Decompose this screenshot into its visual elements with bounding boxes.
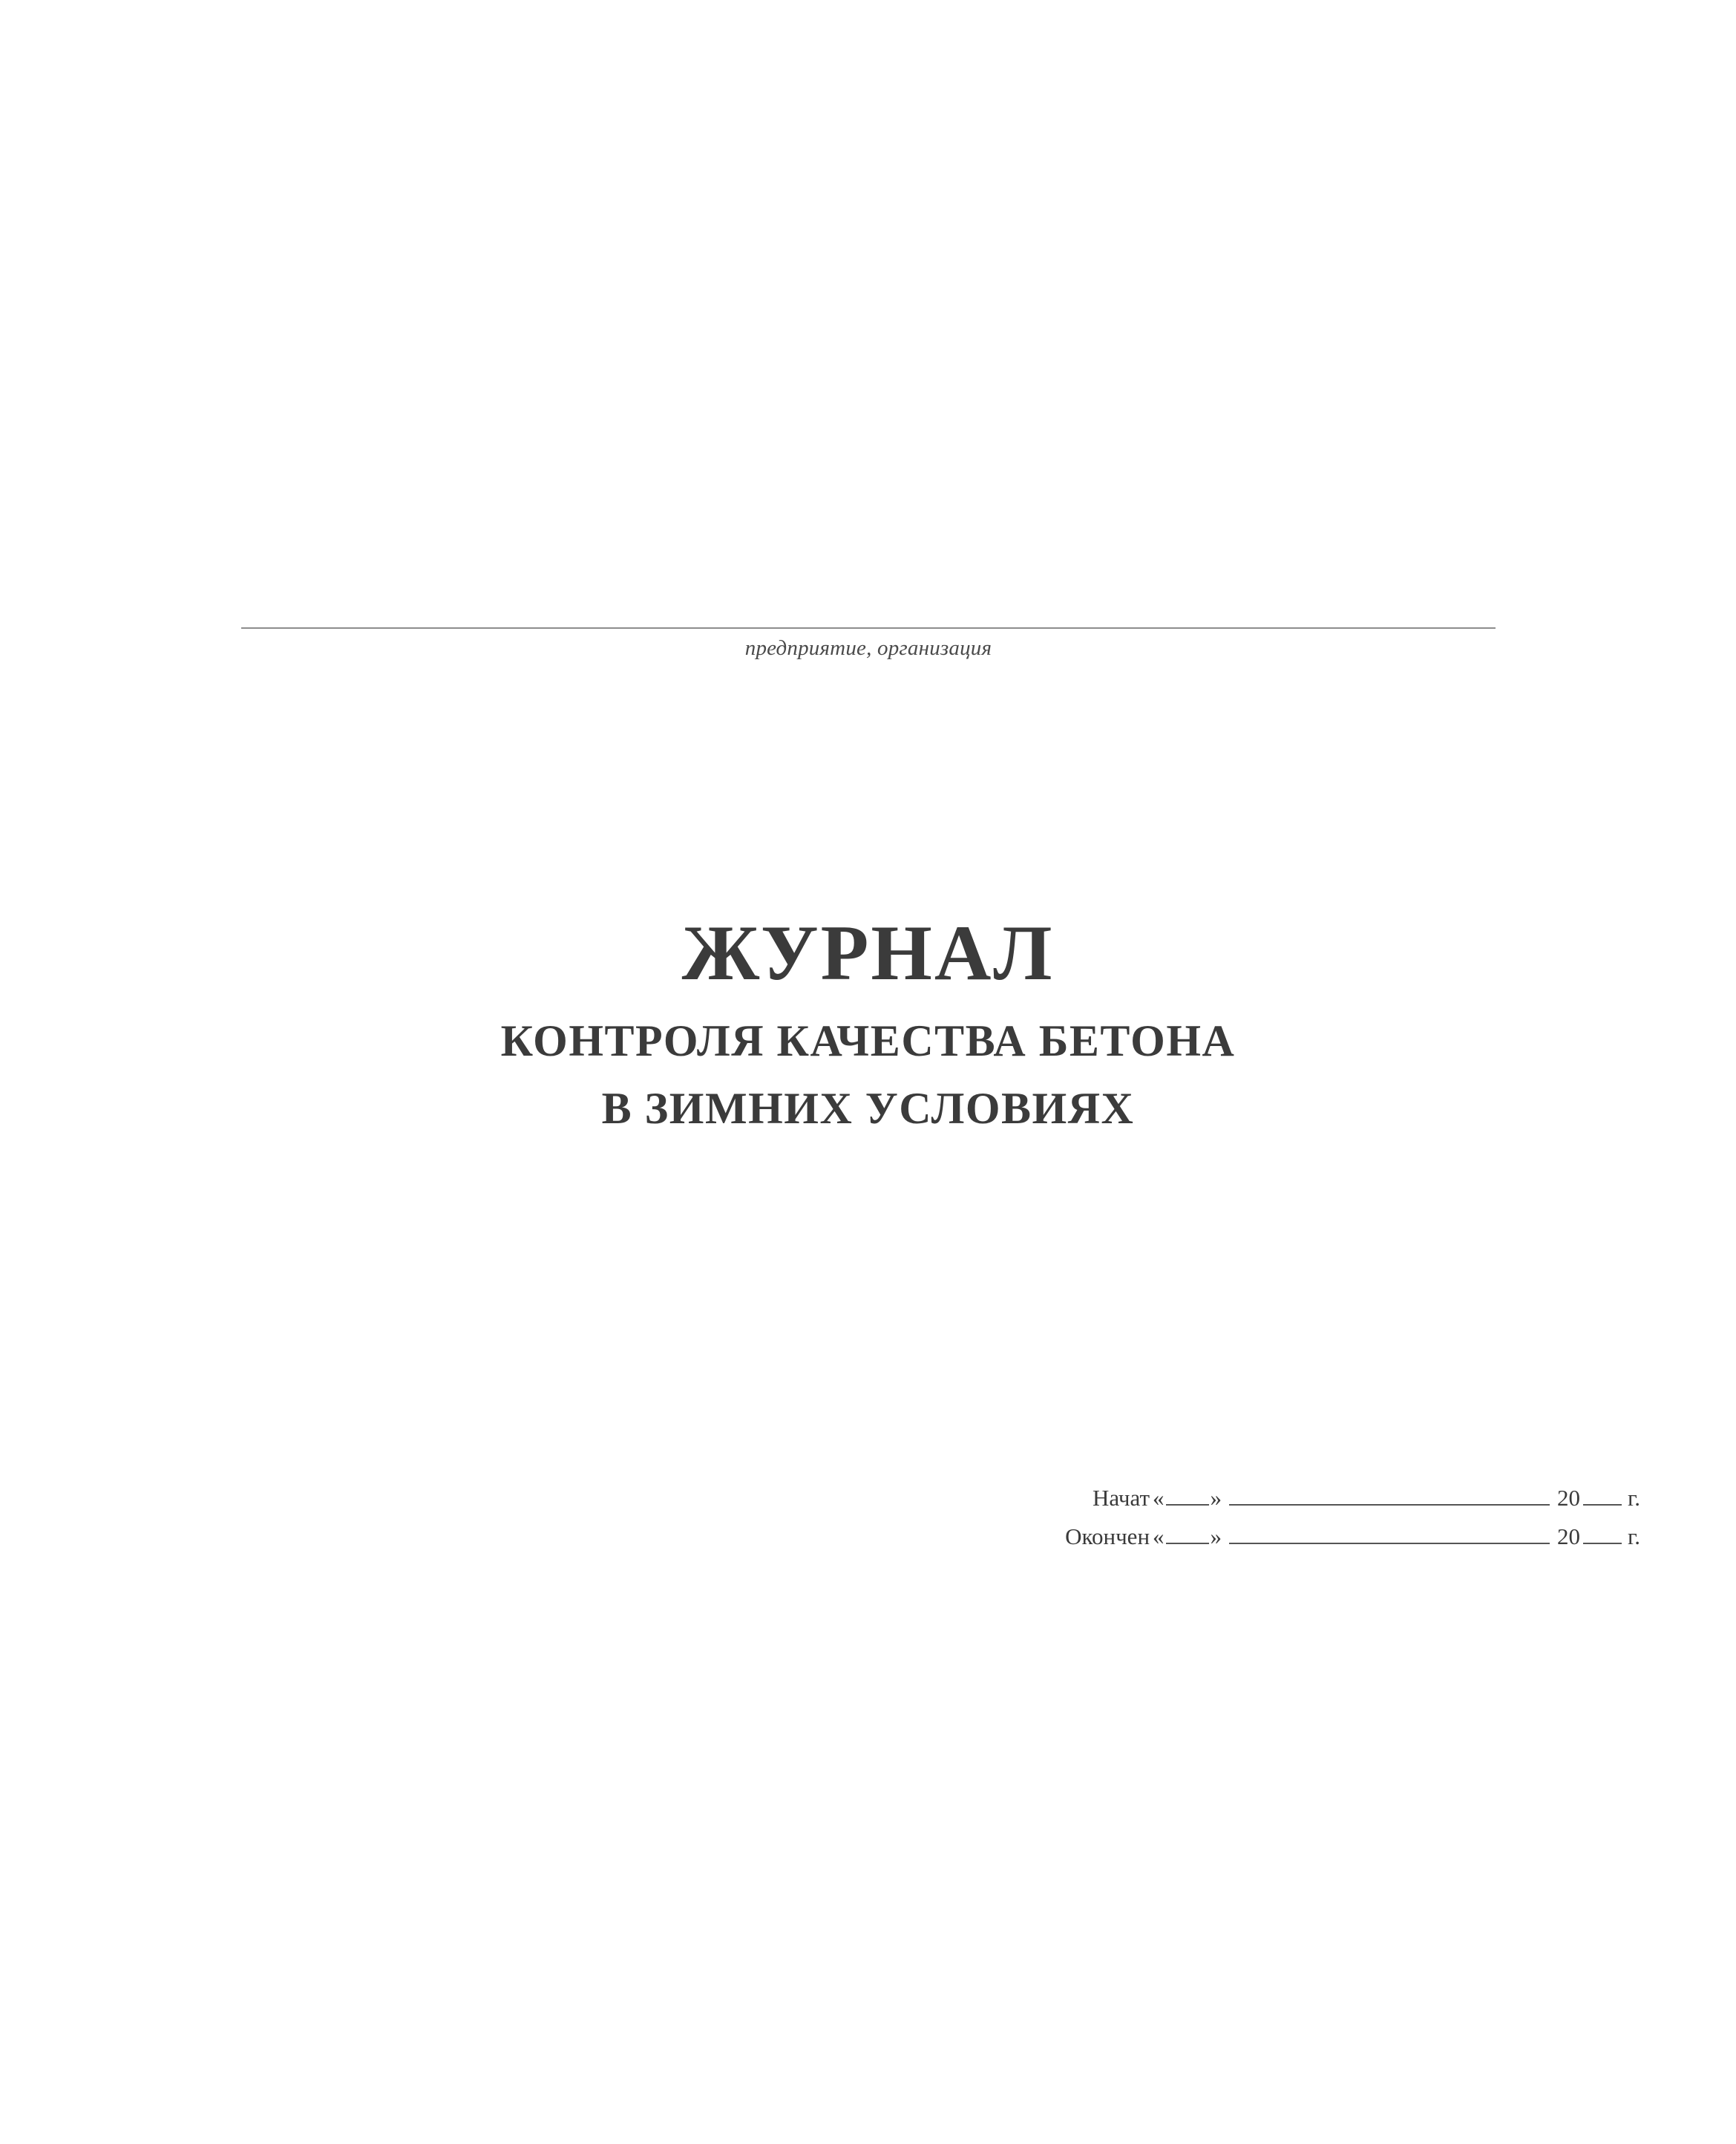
finished-year-prefix: 20 bbox=[1557, 1523, 1581, 1549]
organization-fill-line[interactable] bbox=[241, 627, 1496, 629]
dates-block bbox=[891, 1485, 1640, 1562]
page-title: ЖУРНАЛ bbox=[681, 909, 1055, 996]
started-quote-open: « bbox=[1153, 1485, 1165, 1511]
finished-month-field[interactable] bbox=[1229, 1523, 1550, 1544]
started-date-row bbox=[891, 1485, 1640, 1511]
started-quote-close: » bbox=[1210, 1485, 1222, 1511]
finished-quote-close: » bbox=[1210, 1523, 1222, 1549]
finished-quote-open: « bbox=[1153, 1523, 1165, 1549]
finished-year-field[interactable] bbox=[1583, 1523, 1622, 1544]
finished-year-suffix: г. bbox=[1628, 1523, 1640, 1549]
title-subtitle-line-1: КОНТРОЛЯ КАЧЕСТВА БЕТОНА bbox=[500, 1016, 1236, 1066]
started-year-suffix: г. bbox=[1628, 1485, 1640, 1511]
title-subtitle-line-2: В ЗИМНИХ УСЛОВИЯХ bbox=[601, 1084, 1135, 1134]
started-month-field[interactable] bbox=[1229, 1485, 1550, 1506]
started-year-field[interactable] bbox=[1583, 1485, 1622, 1506]
organization-caption: предприятие, организация bbox=[744, 636, 992, 660]
started-day-field[interactable] bbox=[1166, 1485, 1209, 1506]
finished-label: Окончен bbox=[1065, 1523, 1150, 1549]
finished-date-row bbox=[891, 1523, 1640, 1550]
title-block bbox=[0, 909, 1736, 1137]
started-label: Начат bbox=[1093, 1485, 1150, 1511]
started-year-prefix: 20 bbox=[1557, 1485, 1581, 1511]
organization-block bbox=[241, 627, 1496, 661]
finished-day-field[interactable] bbox=[1166, 1523, 1209, 1544]
